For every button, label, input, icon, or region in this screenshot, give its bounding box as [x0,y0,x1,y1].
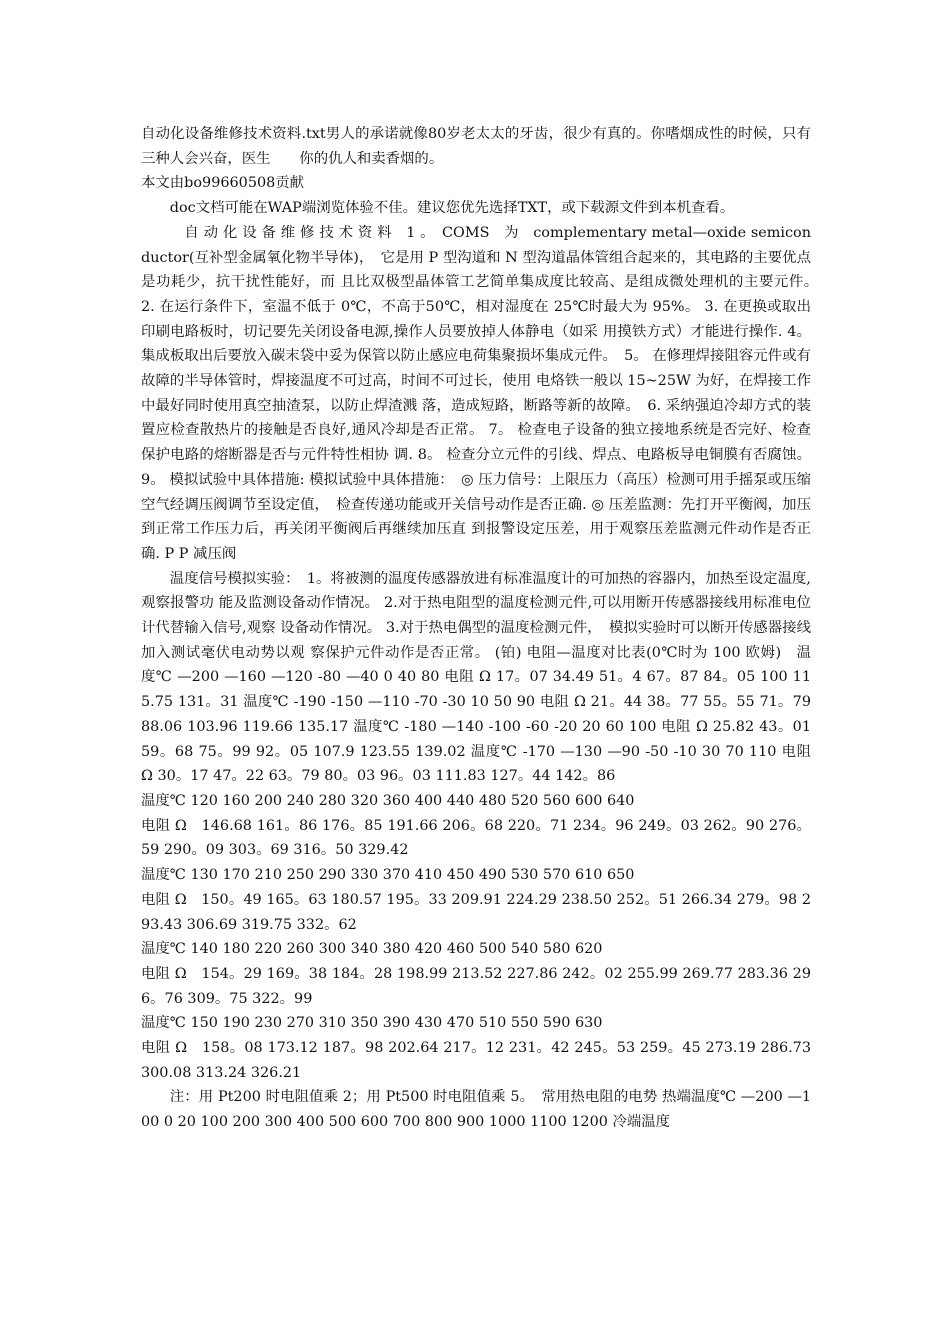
main-body-paragraph: 自 动 化 设 备 维 修 技 术 资 料 1 。 COMS 为 complementary metal—oxide semiconductor(互补型金属氧化物半导体)， 它是用 P 型沟道和 N 型沟道晶体管组合起来的，其电路的主要优点是功耗少，抗干扰性能好，而 且比双极型晶体管工艺简单集成度比较高、是组成微处理机的主要元件。 2. 在运行条件下，室温不低于 0℃，不高于50℃，相对湿度在 25℃时最大为 95%。 3. 在更换或取出印刷电路板时，切记要先关闭设备电源,操作人员要放掉人体静电（如采 用摸铁方式）才能进行操作. 4。 集成板取出后要放入碳末袋中妥为保管以防止感应电荷集聚损坏集成元件。 5。 在修理焊接阻容元件或有故障的半导体管时，焊接温度不可过高，时间不可过长，使用 电烙铁一般以 15~25W 为好，在焊接工作中最好同时使用真空抽渣泵，以防止焊渣溅 落，造成短路，断路等新的故障。 6. 采纳强迫冷却方式的装置应检查散热片的接触是否良好,通风冷却是否正常。 7。 检查电子设备的独立接地系统是否完好、检查保护电路的熔断器是否与元件特性相协 调. 8。 检查分立元件的引线、焊点、电路板导电铜膜有否腐蚀。 9。 模拟试验中具体措施: 模拟试验中具体措施： ◎ 压力信号：上限压力（高压）检测可用手摇泵或压缩空气经调压阀调节至设定值， 检查传递功能或开关信号动作是否正确. ◎ 压差监测：先打开平衡阀，加压到正常工作压力后，再关闭平衡阀后再继续加压直 到报警设定压差，用于观察压差监测元件动作是否正确. P P 减压阀 [141,224,826,562]
doc-notice: doc文档可能在WAP端浏览体验不佳。建议您优先选择TXT，或下载源文件到本机查看。 [169,200,735,217]
note-paragraph: 注：用 Pt200 时电阻值乘 2；用 Pt500 时电阻值乘 5。 常用热电阻的电势 热端温度℃ —200 —100 0 20 100 200 300 400 500 600 700 800 900 1000 1100 1200 冷端温度 [141,1089,811,1131]
table-res-row-4: 电阻 Ω 158。08 173.12 187。98 202.64 217。12 231。42 245。53 259。45 273.19 286.73 300.08 313.24 326.21 [141,1040,811,1081]
table-temp-row-4: 温度℃ 150 190 230 270 310 350 390 430 470 510 550 590 630 [141,1015,603,1032]
table-temp-row-2: 温度℃ 130 170 210 250 290 330 370 410 450 490 530 570 610 650 [141,867,635,884]
table-res-row-2: 电阻 Ω 150。49 165。63 180.57 195。33 209.91 224.29 238.50 252。51 266.34 279。98 293.43 306.69 319.75 332。62 [141,891,811,933]
contributor-line: 本文由bo99660508贡献 [141,175,305,192]
document-page [141,122,826,1135]
temp-signal-paragraph: 温度信号模拟实验： 1。将被测的温度传感器放进有标准温度计的可加热的容器内，加热至设定温度,观察报警功 能及监测设备动作情况。 2.对于热电阻型的温度检测元件,可以用断开传感器接线用标准电位计代替输入信号,观察 设备动作情况。 3.对于热电偶型的温度检测元件， 模拟实验时可以断开传感器接线加入测试毫伏电动势以观 察保护元件动作是否正常。 (铂) 电阻—温度对比表(0℃时为 100 欧姆) 温度℃ —200 —160 —120 -80 —40 0 40 80 电阻 Ω 17。07 34.49 51。4 67。87 84。05 100 115.75 131。31 温度℃ -190 -150 —110 -70 -30 10 50 90 电阻 Ω 21。44 38。77 55。55 71。79 88.06 103.96 119.66 135.17 温度℃ -180 —140 -100 -60 -20 20 60 100 电阻 Ω 25.82 43。01 59。68 75。99 92。05 107.9 123.55 139.02 温度℃ -170 —130 —90 -50 -10 30 70 110 电阻 Ω 30。17 47。22 63。79 80。03 96。03 111.83 127。44 142。86 [141,570,811,785]
table-res-row-3: 电阻 Ω 154。29 169。38 184。28 198.99 213.52 227.86 242。02 255.99 269.77 283.36 296。76 309。75 322。99 [141,965,811,1007]
table-temp-row-1: 温度℃ 120 160 200 240 280 320 360 400 440 480 520 560 600 640 [141,792,635,809]
intro-paragraph: 自动化设备维修技术资料.txt男人的承诺就像80岁老太太的牙齿，很少有真的。你嗜烟成性的时候，只有三种人会兴奋，医生 你的仇人和卖香烟的。 [141,126,811,167]
table-res-row-1: 电阻 Ω 146.68 161。86 176。85 191.66 206。68 220。71 234。96 249。03 262。90 276。59 290。09 303。69 316。50 329.42 [141,817,811,859]
table-temp-row-3: 温度℃ 140 180 220 260 300 340 380 420 460 500 540 580 620 [141,941,603,958]
